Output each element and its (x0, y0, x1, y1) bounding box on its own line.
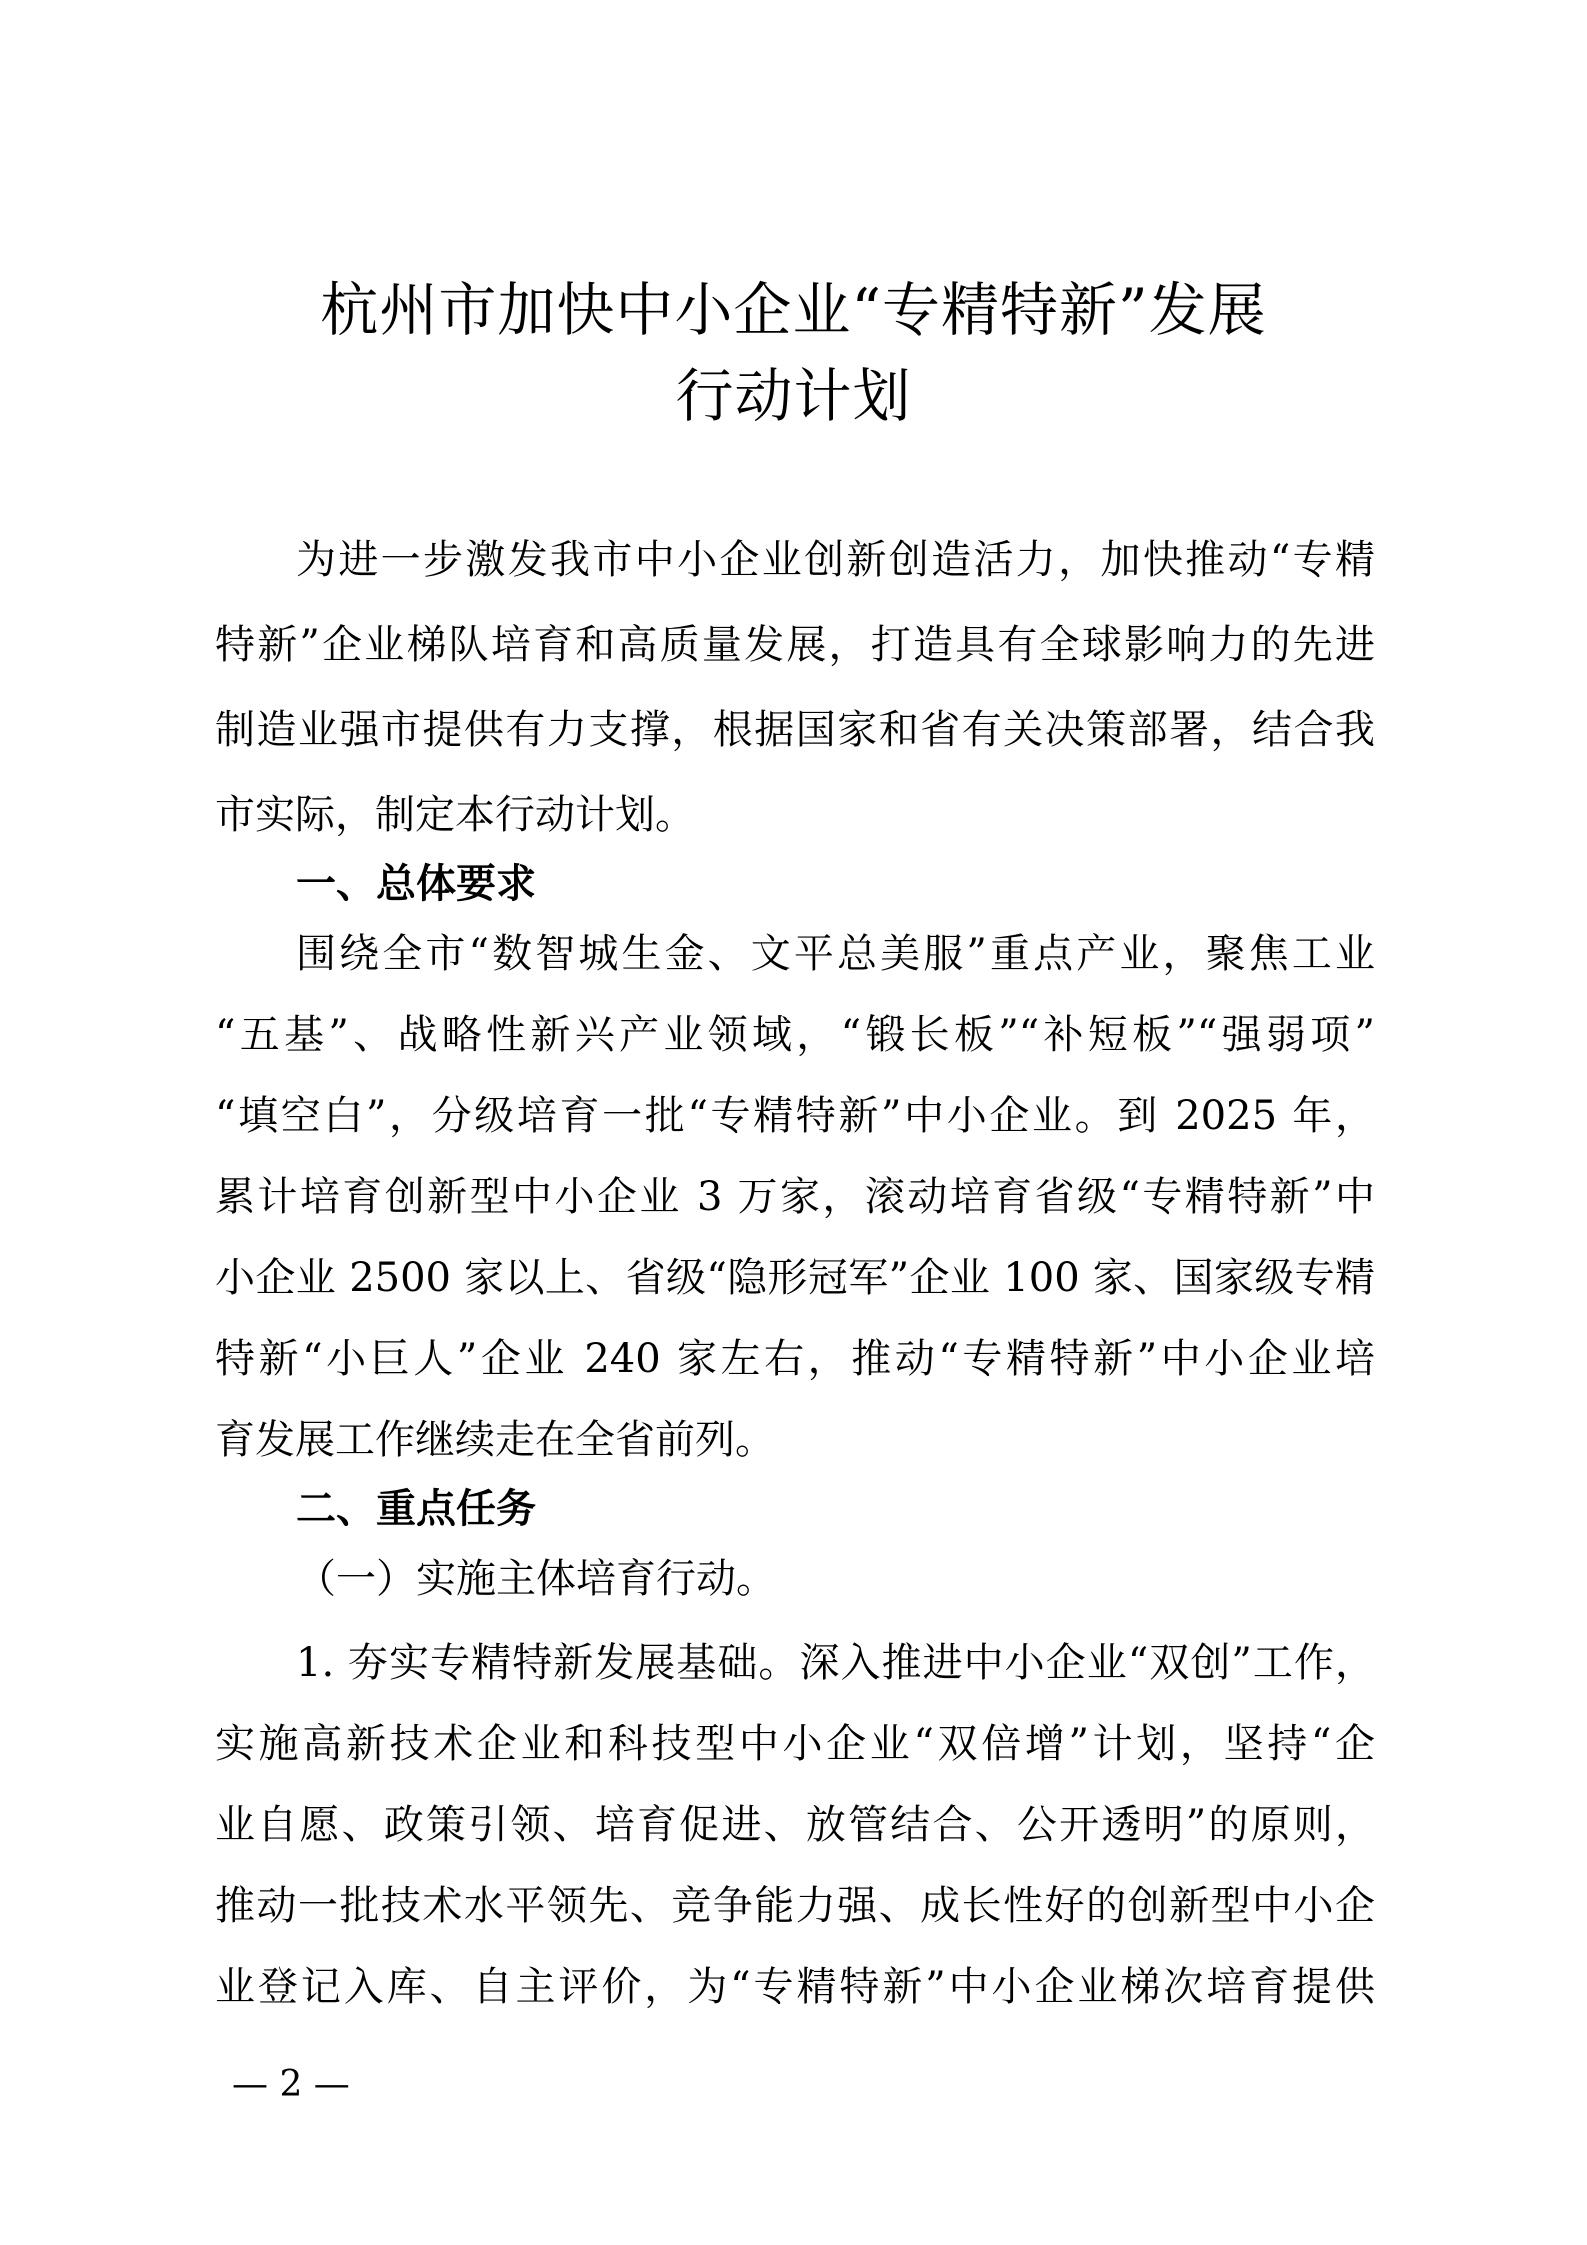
item1-line: 实施高新技术企业和科技型中小企业“双倍增”计划，坚持“企 (215, 1721, 1375, 1767)
section1-line: “五基”、战略性新兴产业领域，“锻长板”“补短板”“强弱项” (215, 1012, 1375, 1058)
section1-line: 育发展工作继续走在全省前列。 (215, 1417, 775, 1463)
section1-line: “填空白”，分级培育一批“专精特新”中小企业。到 2025 年， (215, 1093, 1375, 1139)
section-heading-general-requirements: 一、总体要求 (296, 861, 536, 907)
document-title-line1: 杭州市加快中小企业“专精特新”发展 (320, 276, 1267, 344)
section1-line: 累计培育创新型中小企业 3 万家，滚动培育省级“专精特新”中 (215, 1174, 1375, 1220)
section1-line: 围绕全市“数智城生金、文平总美服”重点产业，聚焦工业 (296, 931, 1375, 977)
subsection-heading: （一）实施主体培育行动。 (296, 1556, 776, 1602)
document-title-line2: 行动计划 (675, 362, 912, 430)
intro-line: 市实际，制定本行动计划。 (215, 792, 695, 838)
item1-line: 业登记入库、自主评价，为“专精特新”中小企业梯次培育提供 (215, 1964, 1375, 2010)
item1-line: 推动一批技术水平领先、竞争能力强、成长性好的创新型中小企 (215, 1883, 1375, 1929)
section1-line: 特新“小巨人”企业 240 家左右，推动“专精特新”中小企业培 (215, 1336, 1375, 1382)
intro-line: 特新”企业梯队培育和高质量发展，打造具有全球影响力的先进 (215, 622, 1375, 668)
intro-line: 制造业强市提供有力支撑，根据国家和省有关决策部署，结合我 (215, 707, 1375, 753)
intro-line: 为进一步激发我市中小企业创新创造活力，加快推动“专精 (296, 537, 1375, 583)
page-number: — 2 — (232, 2064, 350, 2105)
section1-line: 小企业 2500 家以上、省级“隐形冠军”企业 100 家、国家级专精 (215, 1255, 1375, 1301)
section-heading-key-tasks: 二、重点任务 (296, 1486, 536, 1532)
item1-line: 1. 夯实专精特新发展基础。深入推进中小企业“双创”工作， (296, 1640, 1375, 1686)
item1-line: 业自愿、政策引领、培育促进、放管结合、公开透明”的原则， (215, 1802, 1375, 1848)
